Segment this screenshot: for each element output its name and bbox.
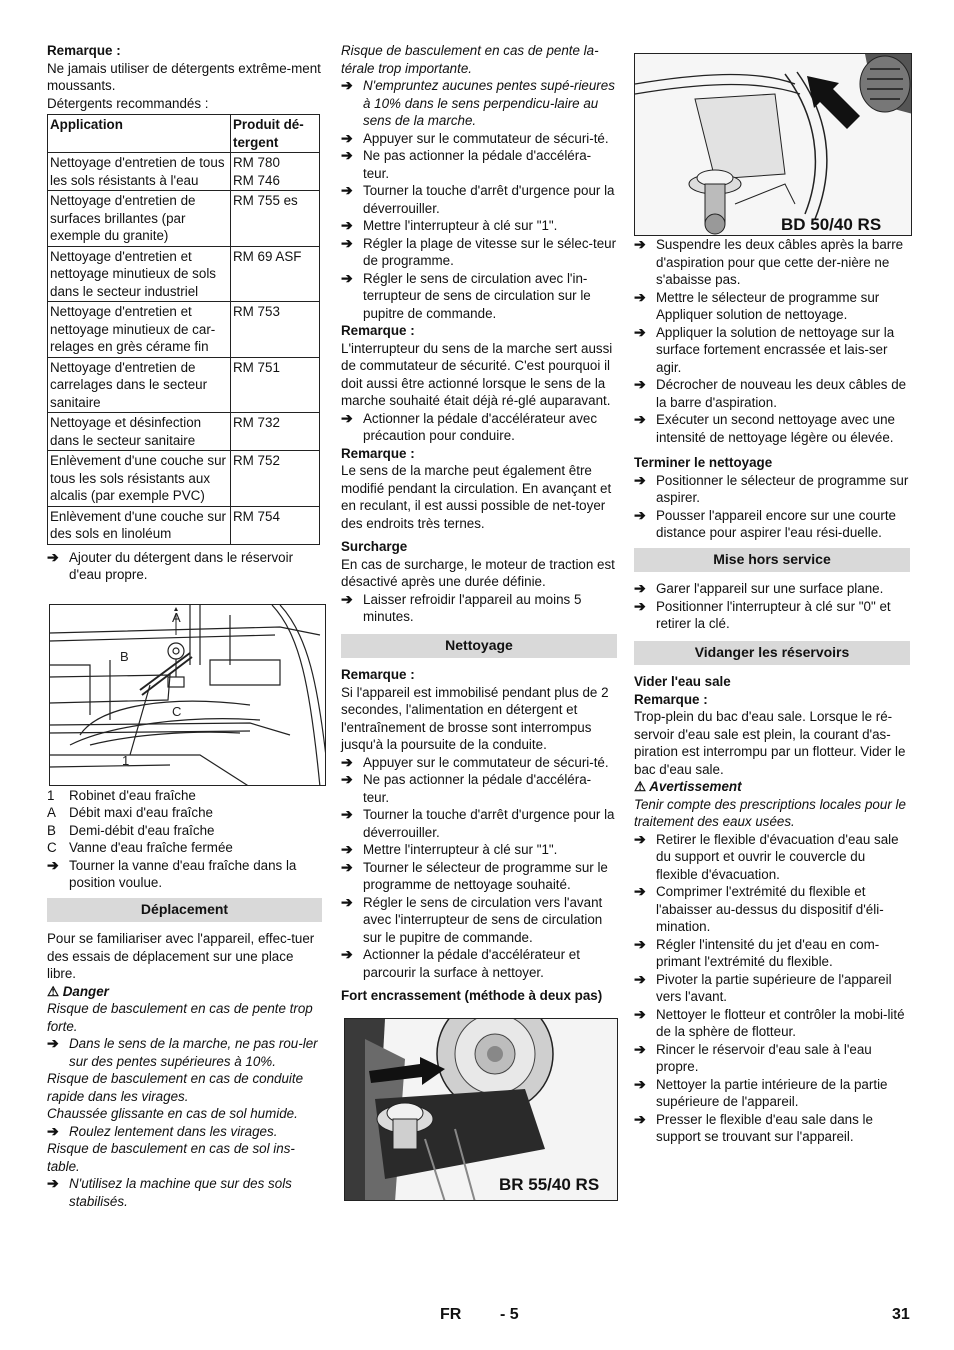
danger-step: ➔ N'utilisez la machine que sur des sols stabilisés.	[47, 1175, 292, 1209]
arrow-right-icon: ➔	[341, 753, 353, 770]
step: ➔ Ne pas actionner la pédale d'accéléra-teur.	[341, 147, 592, 181]
danger-step: ➔ Dans le sens de la marche, ne pas rou-ler sur des pentes supérieures à 10%.	[47, 1035, 318, 1069]
section-title-nettoyage: Nettoyage	[341, 634, 617, 659]
table-cell-product: RM 751	[231, 357, 320, 413]
arrow-right-icon: ➔	[341, 841, 353, 857]
arrow-right-icon: ➔	[634, 471, 646, 488]
detergent-table	[47, 114, 320, 545]
recommended-detergents: Détergents recommandés :	[47, 95, 209, 111]
table-row	[48, 357, 320, 413]
table-header-application: Application	[48, 115, 231, 153]
step: ➔ Garer l'appareil sur une surface plane.	[634, 580, 884, 596]
arrow-right-icon: ➔	[634, 597, 646, 614]
table-cell-product: RM 780 RM 746	[231, 153, 320, 191]
arrow-right-icon: ➔	[47, 1122, 59, 1139]
table-cell-application: Nettoyage et désinfection dans le secteur sanitaire	[48, 413, 231, 451]
figure-fresh-water-valve	[49, 604, 326, 786]
section-title-vidanger: Vidanger les réservoirs	[634, 641, 910, 666]
squeegee-illustration	[635, 54, 912, 236]
arrow-right-icon: ➔	[47, 1175, 59, 1191]
step: ➔ Retirer le flexible d'évacuation d'eau sale du support et ouvrir le couvercle du flexible d'évacuation.	[634, 830, 899, 882]
surcharge-title: Surcharge	[341, 539, 408, 554]
footer-page-number: 31	[892, 1306, 910, 1323]
arrow-right-icon: ➔	[341, 234, 353, 251]
table-cell-application: Enlèvement d'une couche sur des sols en linoléum	[48, 506, 231, 544]
table-row	[48, 302, 320, 358]
step: ➔ Presser le flexible d'eau sale dans le support se trouvant sur l'appareil.	[634, 1110, 873, 1144]
step-accelerator: ➔ Actionner la pédale d'accélérateur avec précaution pour conduire.	[341, 409, 598, 443]
step: ➔ Comprimer l'extrémité du flexible et l'abaisser au-dessus du dispositif d'éli-mination.	[634, 883, 884, 934]
figure-label-b: B	[120, 648, 129, 664]
column-middle	[341, 42, 617, 1201]
arrow-right-icon: ➔	[634, 1005, 646, 1022]
arrow-right-icon: ➔	[47, 856, 59, 873]
fort-encrassement-title: Fort encrassement (méthode à deux pas)	[341, 988, 603, 1003]
remark-text: Trop-plein du bac d'eau sale. Lorsque le ré-servoir d'eau sale est plein, la courant d'as-piration est interrompu par un flotteur. Vider le bac d'eau sale.	[634, 709, 906, 777]
step: ➔ Nettoyer le flotteur et contrôler la mobi-lité de la sphère de flotteur.	[634, 1005, 905, 1039]
arrow-right-icon: ➔	[634, 883, 646, 899]
step: ➔ Actionner la pédale d'accélérateur et parcourir la surface à nettoyer.	[341, 946, 580, 980]
table-row	[48, 451, 320, 507]
step: ➔ Appuyer sur le commutateur de sécuri-té.	[341, 753, 609, 770]
table-cell-application: Nettoyage d'entretien de surfaces brillantes (par exemple du granite)	[48, 191, 231, 247]
arrow-right-icon: ➔	[47, 1035, 59, 1051]
step: ➔ Positionner l'interrupteur à clé sur "0" et retirer la clé.	[634, 597, 891, 631]
step: ➔ Régler le sens de circulation vers l'avant avec l'interrupteur de sens de circulation sur le pupitre de commande.	[341, 893, 603, 945]
footer-language: FR	[440, 1306, 462, 1323]
table-row	[48, 506, 320, 544]
warning-label: Avertissement	[649, 779, 742, 794]
danger-text: Risque de basculement en cas de pente trop forte.	[47, 1001, 313, 1034]
table-cell-application: Nettoyage d'entretien et nettoyage minutieux de car-relages en grès cérame fin	[48, 302, 231, 358]
arrow-right-icon: ➔	[634, 323, 646, 340]
table-row	[48, 413, 320, 451]
arrow-right-icon: ➔	[341, 77, 353, 93]
step: ➔ Appliquer la solution de nettoyage sur la surface fortement encrassée et lais-ser agir.	[634, 323, 895, 375]
terminer-title: Terminer le nettoyage	[634, 455, 773, 470]
step: ➔ Ne pas actionner la pédale d'accéléra-teur.	[341, 771, 592, 805]
figure-label-1: 1	[122, 752, 130, 768]
arrow-right-icon: ➔	[634, 506, 646, 523]
warning-text: Tenir compte des prescriptions locales pour le traitement des eaux usées.	[634, 796, 906, 829]
deplacement-intro: Pour se familiariser avec l'appareil, effec-tuer des essais de déplacement sur une place libre.	[47, 931, 315, 981]
arrow-right-icon: ➔	[341, 409, 353, 426]
remark-label: Remarque :	[341, 667, 415, 682]
arrow-right-icon: ➔	[634, 935, 646, 952]
section-title-deplacement: Déplacement	[47, 898, 322, 923]
arrow-right-icon: ➔	[634, 580, 646, 596]
figure-legend	[47, 787, 322, 857]
table-cell-application: Enlèvement d'une couche sur tous les sols résistants aux alcalis (par exemple PVC)	[48, 451, 231, 507]
arrow-right-icon: ➔	[341, 946, 353, 962]
column-left	[47, 42, 322, 1210]
arrow-right-icon: ➔	[634, 236, 646, 252]
warning-triangle-icon: ⚠	[634, 779, 647, 794]
legend-item: B Demi-débit d'eau fraîche	[47, 822, 215, 838]
step: ➔ Décrocher de nouveau les deux câbles de la barre d'aspiration.	[634, 376, 907, 410]
step: ➔ Tourner le sélecteur de programme sur le programme de nettoyage souhaité.	[341, 858, 608, 892]
table-cell-product: RM 755 es	[231, 191, 320, 247]
step: ➔ Mettre l'interrupteur à clé sur "1".	[341, 841, 558, 857]
danger-label: Danger	[62, 983, 109, 999]
figure-caption-br: BR 55/40 RS	[499, 1174, 600, 1194]
arrow-right-icon: ➔	[341, 590, 353, 607]
arrow-right-icon: ➔	[341, 147, 353, 163]
arrow-right-icon: ➔	[634, 288, 646, 305]
arrow-right-icon: ➔	[47, 548, 59, 565]
table-cell-product: RM 732	[231, 413, 320, 451]
step: ➔ Mettre le sélecteur de programme sur Appliquer solution de nettoyage.	[634, 288, 880, 322]
arrow-right-icon: ➔	[341, 269, 353, 286]
step-cooldown: ➔ Laisser refroidir l'appareil au moins 5 minutes.	[341, 590, 582, 624]
table-row	[48, 191, 320, 247]
danger-text: Risque de basculement en cas de sol ins-table.	[47, 1141, 295, 1174]
table-cell-product: RM 753	[231, 302, 320, 358]
table-header-product: Produit dé-tergent	[231, 115, 320, 153]
legend-item: C Vanne d'eau fraîche fermée	[47, 840, 233, 855]
arrow-right-icon: ➔	[634, 1110, 646, 1127]
danger-text: Chaussée glissante en cas de sol humide.	[47, 1106, 298, 1121]
step: ➔ Exécuter un second nettoyage avec une intensité de nettoyage légère ou élevée.	[634, 411, 895, 445]
remark-label: Remarque :	[47, 43, 121, 58]
vider-title: Vider l'eau sale	[634, 674, 731, 689]
table-row	[48, 153, 320, 191]
table-cell-application: Nettoyage d'entretien de carrelages dans le secteur sanitaire	[48, 357, 231, 413]
remark-label: Remarque :	[341, 445, 415, 461]
arrow-right-icon: ➔	[341, 893, 353, 910]
step: ➔ Rincer le réservoir d'eau sale à l'eau propre.	[634, 1040, 872, 1074]
column-right	[634, 42, 910, 1146]
arrow-right-icon: ➔	[634, 1075, 646, 1092]
step: ➔ Pivoter la partie supérieure de l'appareil vers l'avant.	[634, 970, 892, 1004]
arrow-right-icon: ➔	[341, 806, 353, 822]
step: ➔ Nettoyer la partie intérieure de la partie supérieure de l'appareil.	[634, 1075, 888, 1109]
figure-caption-bd: BD 50/40 RS	[781, 215, 882, 234]
surcharge-text: En cas de surcharge, le moteur de traction est désactivé après une durée définie.	[341, 556, 615, 589]
danger-heading	[47, 983, 322, 1001]
step-turn-valve: ➔ Tourner la vanne d'eau fraîche dans la position voulue.	[47, 856, 297, 890]
figure-label-a: A	[172, 609, 181, 625]
warning-heading	[634, 778, 910, 796]
table-header-row	[48, 115, 320, 153]
table-row	[48, 246, 320, 302]
danger-step: ➔ Roulez lentement dans les virages.	[47, 1122, 278, 1139]
arrow-right-icon: ➔	[634, 376, 646, 392]
table-cell-application: Nettoyage d'entretien de tous les sols résistants à l'eau	[48, 153, 231, 191]
step: ➔ Positionner le sélecteur de programme sur aspirer.	[634, 471, 909, 505]
step: ➔ Tourner la touche d'arrêt d'urgence pour la déverrouiller.	[341, 182, 615, 216]
legend-item: A Débit maxi d'eau fraîche	[47, 805, 213, 820]
step: ➔ Tourner la touche d'arrêt d'urgence pour la déverrouiller.	[341, 806, 615, 840]
remark-text: Si l'appareil est immobilisé pendant plus de 2 secondes, l'alimentation en détergent et l'entraînement de brosse sont interrompus jusqu'à la poursuite de la conduite.	[341, 684, 609, 752]
tilt-step: ➔ N'empruntez aucunes pentes supé-rieures à 10% dans le sens perpendicu-laire au sens de la marche.	[341, 77, 615, 128]
tilt-warning: Risque de basculement en cas de pente la-térale trop importante.	[341, 43, 599, 76]
step: ➔ Appuyer sur le commutateur de sécuri-té.	[341, 129, 609, 146]
remark-label: Remarque :	[634, 691, 708, 707]
step: ➔ Régler le sens de circulation avec l'in-terrupteur de sens de circulation sur le pupitre de commande.	[341, 269, 591, 321]
table-cell-product: RM 754	[231, 506, 320, 544]
remark-text: Le sens de la marche peut également être modifié pendant la circulation. En avançant et en reculant, il est aussi possible de net-toyer des endroits très ternes.	[341, 463, 612, 531]
remark-text: L'interrupteur du sens de la marche sert aussi de commutateur de sécurité. C'est pourquoi il doit aussi être actionné lorsque le sens de la marche souhaité était déjà ré-glé auparavant.	[341, 340, 613, 408]
valve-illustration	[50, 605, 326, 786]
step: ➔ Suspendre les deux câbles après la barre d'aspiration pour que cette der-nière ne s'abaisse pas.	[634, 236, 904, 287]
arrow-right-icon: ➔	[341, 771, 353, 787]
remark-text: Ne jamais utiliser de détergents extrême-ment moussants.	[47, 60, 321, 93]
arrow-right-icon: ➔	[634, 970, 646, 987]
step: ➔ Pousser l'appareil encore sur une courte distance pour aspirer l'eau rési-duelle.	[634, 506, 897, 540]
arrow-right-icon: ➔	[341, 129, 353, 146]
table-cell-product: RM 752	[231, 451, 320, 507]
danger-text: Risque de basculement en cas de conduite rapide dans les virages.	[47, 1071, 304, 1104]
table-cell-product: RM 69 ASF	[231, 246, 320, 302]
figure-br-55-40-rs	[344, 1018, 618, 1201]
arrow-right-icon: ➔	[634, 411, 646, 427]
arrow-right-icon: ➔	[634, 830, 646, 847]
arrow-right-icon: ➔	[341, 182, 353, 198]
brush-illustration	[345, 1019, 618, 1201]
legend-item: 1 Robinet d'eau fraîche	[47, 787, 196, 803]
step: ➔ Régler la plage de vitesse sur le sélec-teur de programme.	[341, 234, 617, 268]
section-title-mise-hors-service: Mise hors service	[634, 548, 910, 573]
step: ➔ Mettre l'interrupteur à clé sur "1".	[341, 217, 558, 233]
warning-triangle-icon: ⚠	[47, 983, 60, 999]
table-cell-application: Nettoyage d'entretien et nettoyage minutieux de sols dans le secteur industriel	[48, 246, 231, 302]
arrow-right-icon: ➔	[341, 858, 353, 875]
arrow-right-icon: ➔	[341, 217, 353, 233]
step: ➔ Régler l'intensité du jet d'eau en com-primant l'extrémité du flexible.	[634, 935, 880, 969]
remark-label: Remarque :	[341, 323, 415, 338]
figure-bd-50-40-rs	[634, 53, 912, 236]
figure-label-c: C	[172, 703, 182, 719]
footer-local-page: - 5	[500, 1306, 519, 1323]
arrow-right-icon: ➔	[634, 1040, 646, 1057]
step-add-detergent: ➔ Ajouter du détergent dans le réservoir d'eau propre.	[47, 548, 294, 582]
